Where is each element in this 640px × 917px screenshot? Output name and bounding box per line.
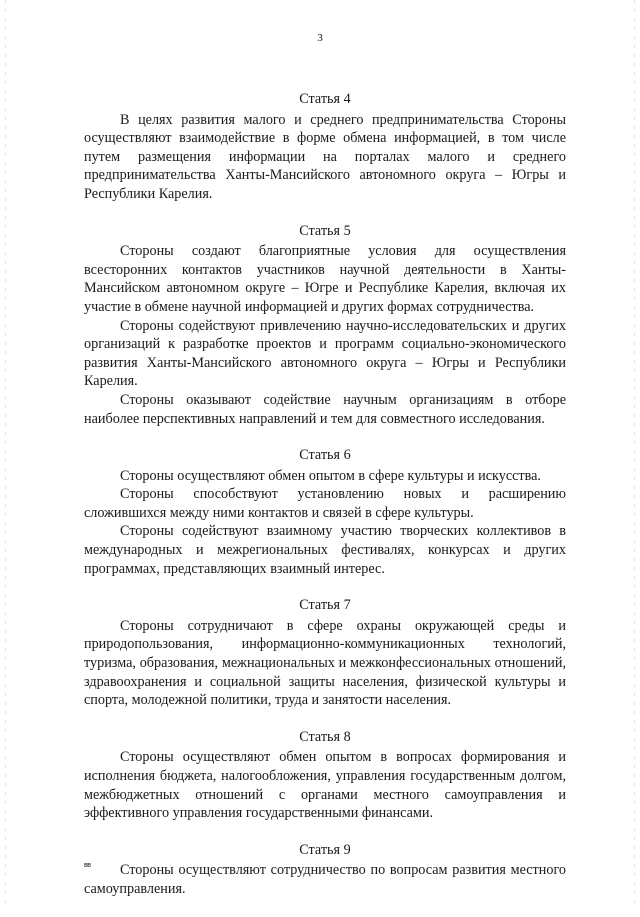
article-paragraph: Стороны осуществляют обмен опытом в сфере культуры и искусства.	[120, 467, 541, 484]
article-7	[84, 596, 566, 710]
article-paragraph: Стороны способствуют установлению новых и расширению сложившихся между ними контактов и связей в сфере культуры.	[84, 486, 566, 521]
article-4	[84, 90, 566, 204]
article-title: Статья 5	[299, 222, 351, 239]
article-9	[84, 841, 566, 899]
page-number: 3	[317, 32, 323, 44]
article-title: Статья 6	[299, 447, 351, 464]
article-paragraph: Стороны содействуют привлечению научно-исследовательских и других организаций к разработке проектов и программ социально-экономического развития Ханты-Мансийского автономного округа – Югры и Республики Карелия.	[84, 317, 566, 390]
article-paragraph: Стороны содействуют взаимному участию творческих коллективов в международных и межрегиональных фестивалях, конкурсах и других программах, представляющих взаимный интерес.	[84, 523, 566, 577]
article-title: Статья 4	[299, 91, 351, 107]
article-paragraph: Стороны сотрудничают в сфере охраны окружающей среды и природопользования, информационно-коммуникационных технологий, туризма, образования, межнациональных и межконфессиональных отношений, здравоохранения и социальной защиты населения, физической культуры и спорта, молодежной политики, труда и занятости населения.	[84, 617, 566, 709]
article-title: Статья 7	[299, 597, 351, 614]
article-8	[84, 728, 566, 823]
article-title: Статья 9	[299, 841, 351, 858]
article-paragraph: Стороны осуществляют обмен опытом в вопросах формирования и исполнения бюджета, налогообложения, управления государственным долгом, межбюджетных отношений с органами местного самоуправления и эффективного управления государственными финансами.	[84, 749, 566, 822]
scan-edge-left	[5, 0, 6, 905]
article-title: Статья 8	[299, 728, 351, 745]
article-5	[84, 222, 566, 429]
article-paragraph: Стороны осуществляют сотрудничество по вопросам развития местного самоуправления.	[84, 862, 566, 897]
footer-code: вв	[84, 862, 91, 869]
article-paragraph: Стороны оказывают содействие научным организациям в отборе наиболее перспективных направлений и тем для совместного исследования.	[84, 391, 566, 427]
article-paragraph: Стороны создают благоприятные условия для осуществления всесторонних контактов участников научной деятельности в Ханты-Мансийском автономном округе – Югре и Республике Карелия, включая их участие в обмене научной информацией и других формах сотрудничества.	[84, 243, 566, 315]
scan-edge-right	[634, 0, 635, 905]
article-paragraph: В целях развития малого и среднего предпринимательства Стороны осуществляют взаимодействие в форме обмена информацией, в том числе путем размещения информации на порталах малого и среднего предпринимательства Ханты-Мансийского автономного округа – Югры и Республики Карелия.	[84, 111, 566, 202]
article-6	[84, 446, 566, 578]
document-body	[84, 90, 566, 917]
